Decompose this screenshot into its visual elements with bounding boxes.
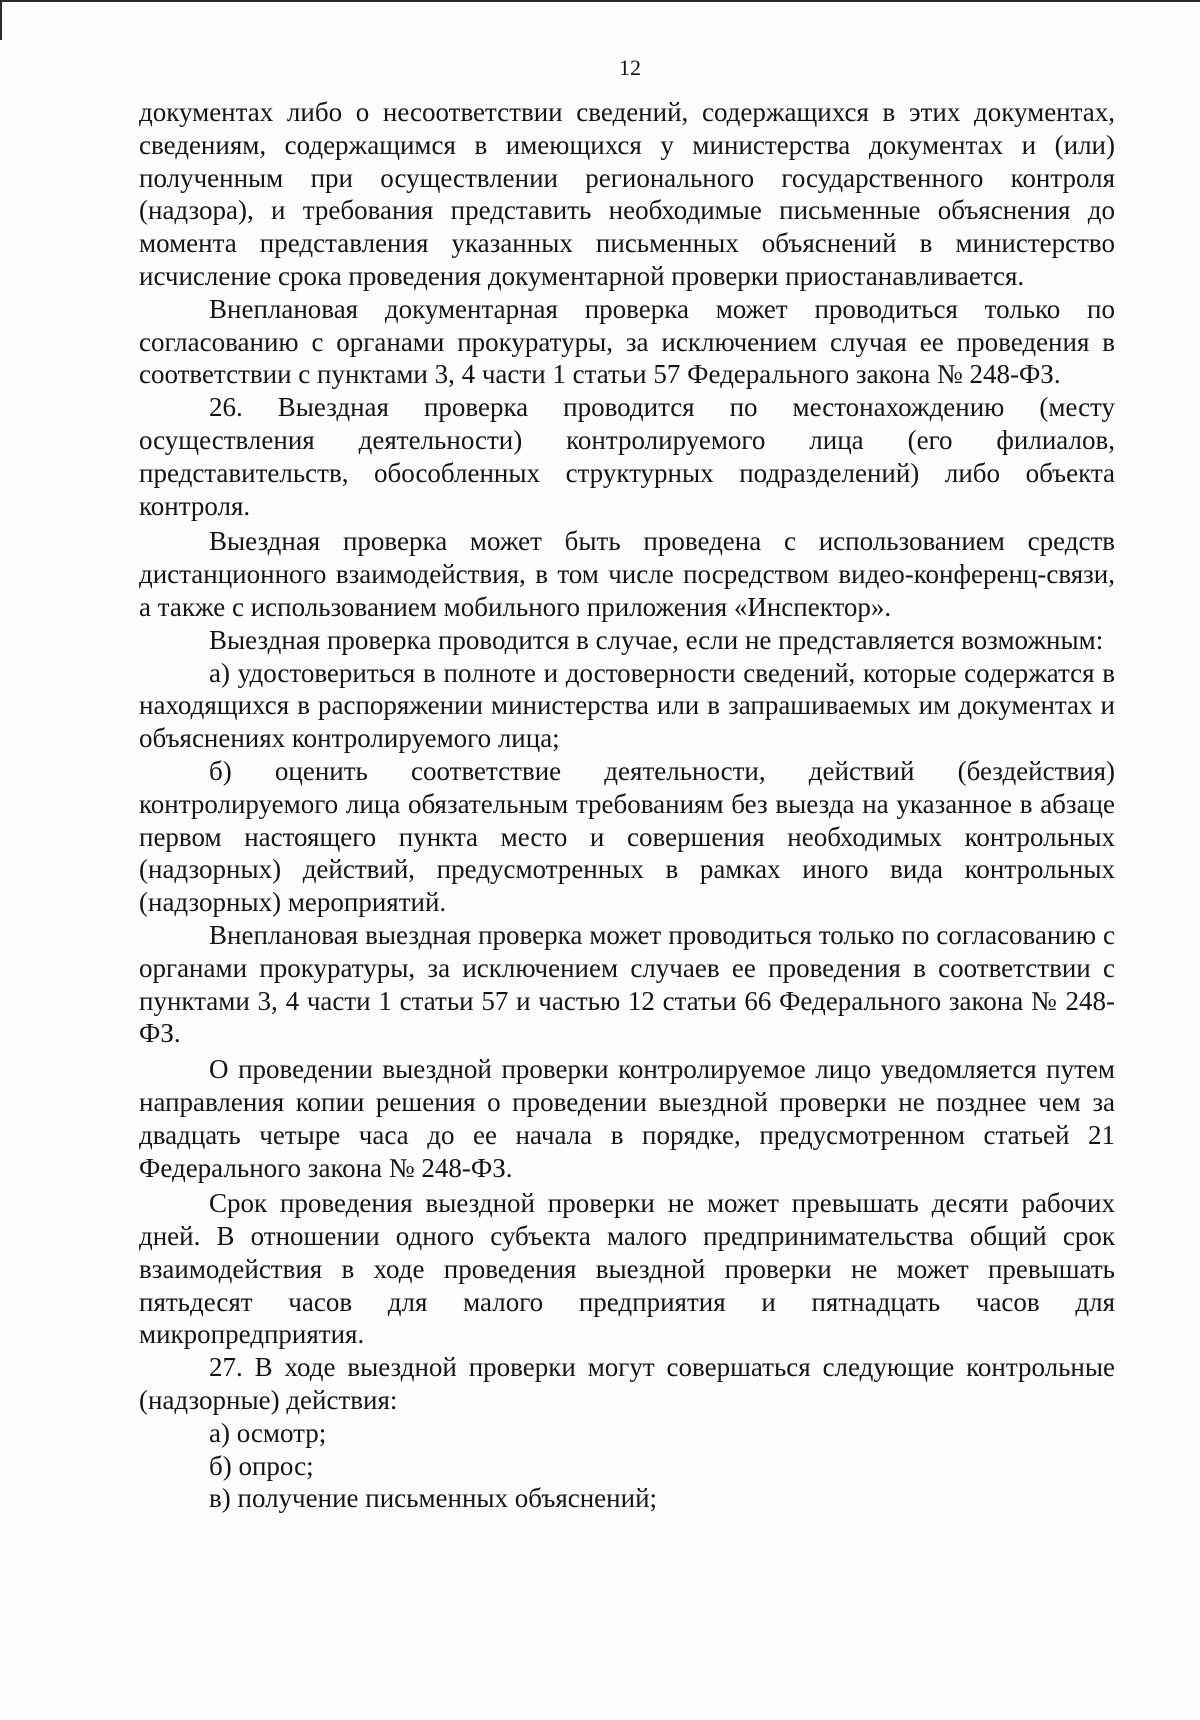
- list-item-b-survey: б) опрос;: [209, 1450, 314, 1481]
- page-number: 12: [619, 55, 641, 80]
- paragraph-26-onsite-check: 26. Выездная проверка проводится по местонахождению (месту осуществления деятельности) контролируемого лица (его филиалов, представительств, обособленных структурных подразделений) либо объекта контроля.: [139, 392, 1115, 521]
- paragraph-unscheduled-documentary-check: Внеплановая документарная проверка может проводиться только по согласованию с органами прокуратуры, за исключением случая ее проведения в соответствии с пунктами 3, 4 части 1 статьи 57 Федерального закона № 248-ФЗ.: [139, 293, 1115, 390]
- paragraph-onsite-check-cases: Выездная проверка проводится в случае, если не представляется возможным:: [209, 624, 1104, 655]
- document-body: [139, 96, 1115, 1515]
- list-item-c-written-explanations: в) получение письменных объяснений;: [209, 1483, 658, 1514]
- paragraph-continuation: документах либо о несоответствии сведений, содержащихся в этих документах, сведениям, содержащимся в имеющихся у министерства документах и (или) полученным при осуществлении регионального государственного контроля (надзора), и требования представить необходимые письменные объяснения до момента представления указанных письменных объяснений в министерство исчисление срока проведения документарной проверки приостанавливается.: [139, 97, 1115, 291]
- paragraph-remote-interaction: Выездная проверка может быть проведена с использованием средств дистанционного взаимодействия, в том числе посредством видео-конференц-связи, а также с использованием мобильного приложения «Инспектор».: [139, 526, 1115, 622]
- paragraph-unscheduled-onsite-check: Внеплановая выездная проверка может проводиться только по согласованию с органами прокуратуры, за исключением случаев ее проведения в соответствии с пунктами 3, 4 части 1 статьи 57 и частью 12 статьи 66 Федерального закона № 248-ФЗ.: [139, 919, 1115, 1049]
- paragraph-27-actions: 27. В ходе выездной проверки могут совершаться следующие контрольные (надзорные) действия:: [139, 1352, 1115, 1416]
- list-item-a-verify: а) удостовериться в полноте и достоверности сведений, которые содержатся в находящихся в распоряжении министерства или в запрашиваемых им документах и объяснениях контролируемого лица;: [139, 657, 1115, 754]
- scan-edge-top: [0, 0, 1200, 2]
- list-item-b-assess: б) оценить соответствие деятельности, действий (бездействия) контролируемого лица обязательным требованиям без выезда на указанное в абзаце первом настоящего пункта место и совершения необходимых контрольных (надзорных) действий, предусмотренных в рамках иного вида контрольных (надзорных) мероприятий.: [139, 755, 1115, 918]
- list-item-a-inspection: а) осмотр;: [209, 1417, 327, 1448]
- scan-edge-left: [0, 0, 2, 40]
- paragraph-notification: О проведении выездной проверки контролируемое лицо уведомляется путем направления копии решения о проведении выездной проверки не позднее чем за двадцать четыре часа до ее начала в порядке, предусмотренном статьей 21 Федерального закона № 248-ФЗ.: [139, 1054, 1115, 1183]
- paragraph-duration: Срок проведения выездной проверки не может превышать десяти рабочих дней. В отношении одного субъекта малого предпринимательства общий срок взаимодействия в ходе проведения выездной проверки не может превышать пятьдесят часов для малого предприятия и пятнадцать часов для микропредприятия.: [139, 1188, 1115, 1350]
